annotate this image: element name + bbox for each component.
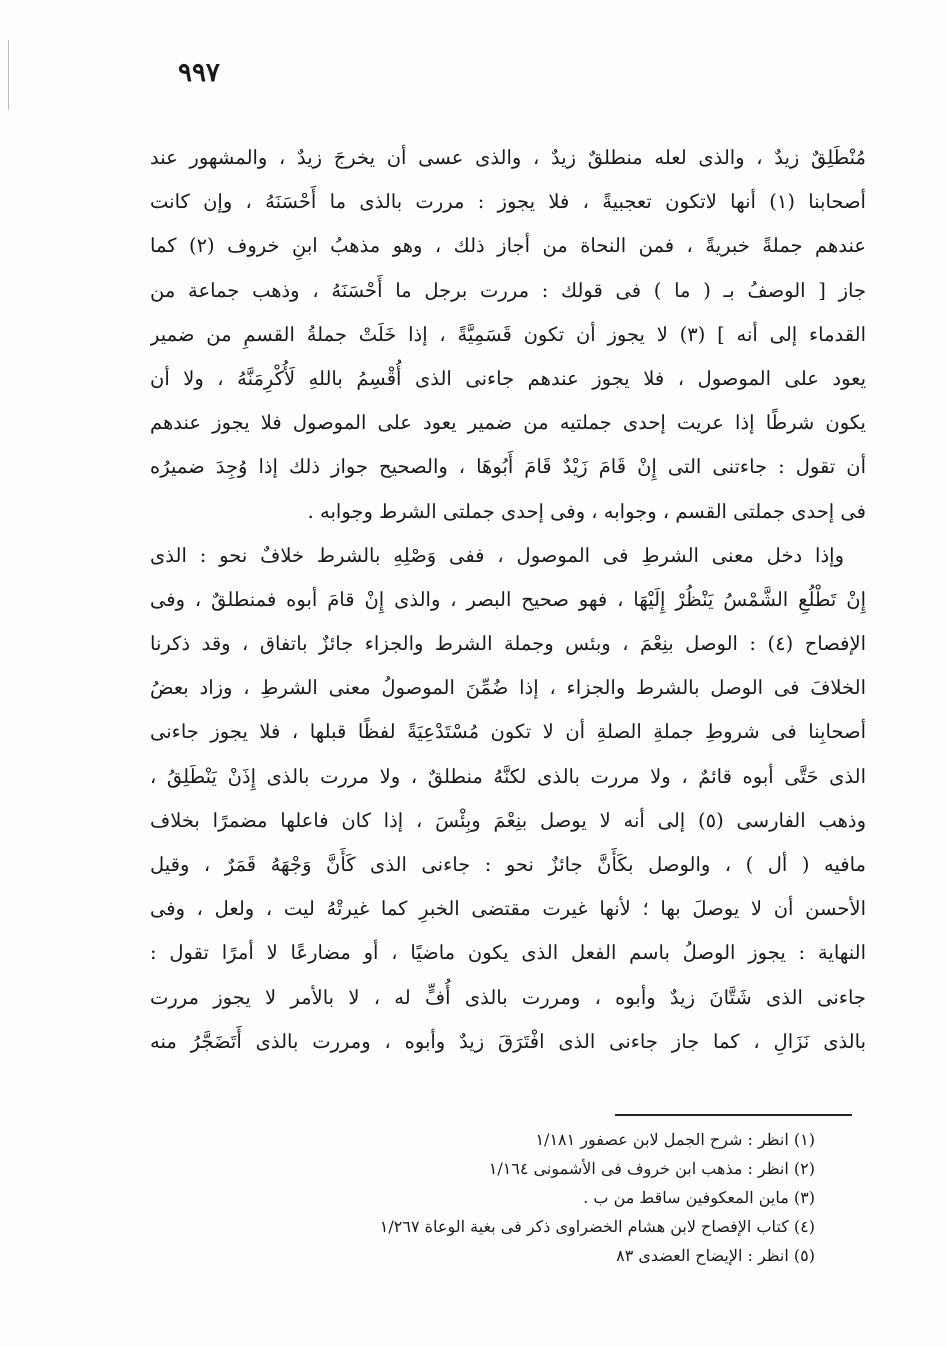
text-line: مُنْطَلِقٌ زيدٌ ، والذى لعله منطلقٌ زيدٌ ، والذى عسى أن يخرجَ زيدٌ ، والمشهور عند	[150, 146, 866, 169]
footnote: (٥) انظر : الإيضاح العضدى ٨٣	[616, 1246, 815, 1265]
text-line: القدماء إلى أنه ] (٣) لا يجوز أن تكون قَسَمِيَّةً ، إذا خَلَتْ جملةُ القسمِ من ضمير	[150, 322, 866, 346]
footnote: (٤) كتاب الإفصاح لابن هشام الخضراوى ذكر فى بغية الوعاة ١/٢٦٧	[379, 1217, 815, 1236]
text-line: وإذا دخل معنى الشرطِ فى الموصول ، ففى وَصْلِهِ بالشرط خلافٌ نحو : الذى	[150, 543, 844, 567]
text-line: وذهب الفارسى (٥) إلى أنه لا يوصل بنِعْمَ وبِئْسَ ، إذا كان فاعلها مضمرًا بخلاف	[150, 808, 866, 832]
footnote: (١) انظر : شرح الجمل لابن عصفور ١/١٨١	[535, 1130, 815, 1149]
text-line: النهاية : يجوز الوصلُ باسم الفعل الذى يكون ماضيًا ، أو مضارعًا لا أمرًا تقول :	[150, 941, 866, 965]
text-line: مافيه ( أل ) ، والوصل بكَأَنَّ جائزٌ نحو : جاءنى الذى كَأَنَّ وَجْهَهُ قَمَرٌ ، وقيل	[150, 853, 866, 876]
text-line: الذى حَتَّى أبوه قائمٌ ، ولا مررت بالذى لكنَّهُ منطلقٌ ، ولا مررت بالذى إِذَنْ يَنْطَلِقُ ،	[150, 764, 866, 788]
text-line: الخلافَ فى الوصل بالشرط والجزاء ، إذا ضُمِّنَ الموصولُ معنى الشرطِ ، وزاد بعضُ	[150, 676, 866, 700]
footnotes	[255, 1125, 815, 1270]
scan-margin-mark	[8, 40, 10, 110]
main-text-block	[150, 136, 866, 1064]
page-number: ٩٩٧	[178, 58, 220, 88]
text-line: الإفصاح (٤) : الوصل بنِعْمَ ، وبئس وجملة الشرط والجزاء جائزٌ باتفاق ، وقد ذكرنا	[150, 632, 866, 656]
footnote: (٢) انظر : مذهب ابن خروف فى الأشمونى ١/١٦٤	[488, 1159, 815, 1178]
footnote: (٣) ماين المعكوفين ساقط من ب .	[583, 1188, 815, 1207]
text-line: بالذى نَزَالِ ، كما جاز جاءنى الذى افْتَرَقَ زيدٌ وأبوه ، ومررت بالذى أَتَضَجَّرُ منه	[150, 1029, 866, 1053]
text-line: أن تقول : جاءتنى التى إِنْ قَامَ زَيْدٌ قَامَ أَبُوهَا ، والصحيح جواز ذلك إذا وُجِدَ ضميرُه	[150, 455, 866, 479]
text-line: جاءنى الذى شَتَّانَ زيدٌ وأبوه ، ومررت بالذى أُفٍّ له ، لا بالأمر لا يجوز مررت	[150, 985, 866, 1009]
text-line: الأحسن أن لا يوصلَ بها ؛ لأنها غيرت مقتضى الخبرِ كما غيرتْهُ ليت ، ولعل ، وفى	[150, 897, 866, 921]
text-line: فى إحدى جملتى القسم ، وجوابه ، وفى إحدى جملتى الشرط وجوابه .	[307, 499, 866, 523]
text-line: يكون شرطًا إذا عريت إحدى جملتيه من ضمير يعود على الموصول فلا يجوز عندهم	[150, 411, 866, 435]
footnote-separator	[615, 1114, 852, 1116]
text-line: يعود على الموصول ، فلا يجوز عندهم جاءنى الذى أُقْسِمُ باللهِ لَأُكْرِمَنَّهُ ، ولا أن	[150, 366, 866, 390]
text-line: أصحابنا (١) أنها لاتكون تعجبيةً ، فلا يجوز : مررت بالذى ما أَحْسَنَهُ ، وإن كانت	[150, 190, 866, 214]
text-line: جاز [ الوصفُ بـ ( ما ) فى قولك : مررت برجل ما أَحْسَنَهُ ، وذهب جماعة من	[150, 278, 866, 302]
text-line: أصحابِنا فى شروطِ جملةِ الصلةِ أن لا تكون مُسْتَدْعِيَةً لفظًا قبلها ، فلا يجوز جاءنى	[150, 720, 866, 744]
text-line: عندهم جملةً خبريةً ، فمن النحاة من أجاز ذلك ، وهو مذهبُ ابنِ خروف (٢) كما	[150, 234, 866, 258]
text-line: إِنْ تَطْلُعِ الشَّمْسُ يَنْظُرْ إِلَيْهَا ، فهو صحيح البصر ، والذى إِنْ قامَ أبوه فمنطلقٌ ، وفى	[150, 587, 866, 611]
